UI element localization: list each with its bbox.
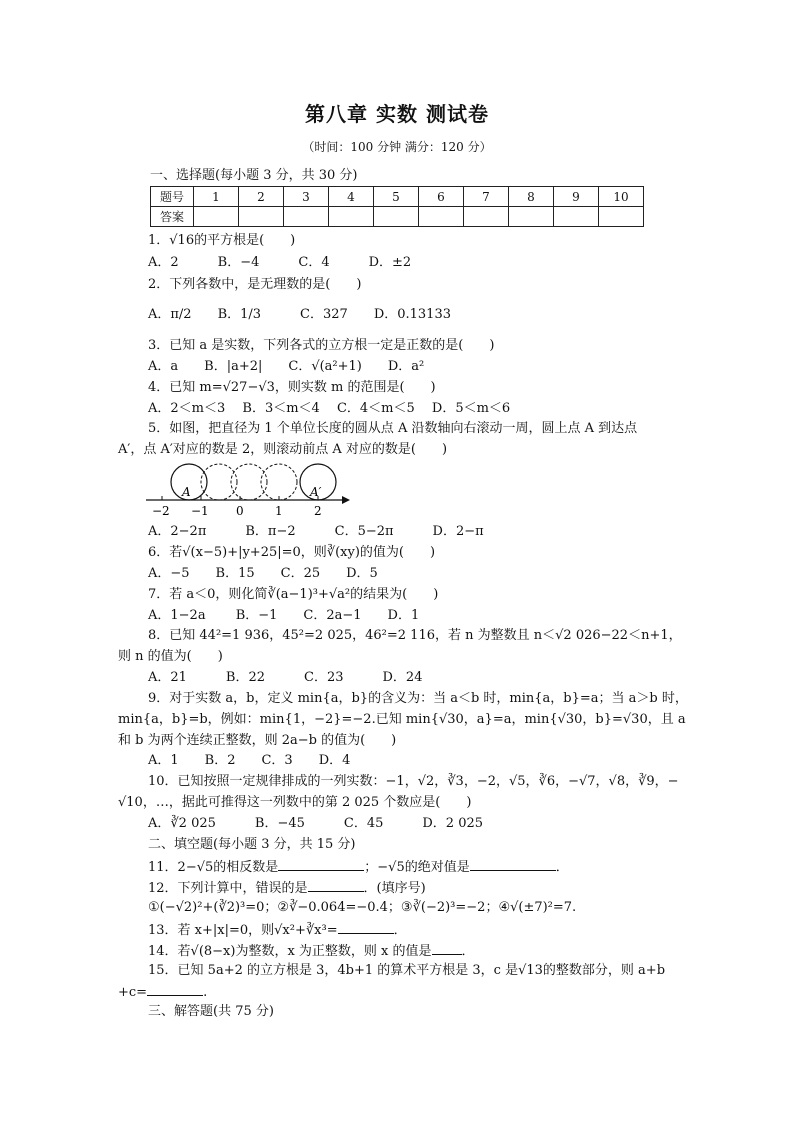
question-8-options: A．21 B．22 C．23 D．24	[148, 670, 423, 685]
answer-cell[interactable]	[554, 207, 599, 227]
question-15-cont: +c= .	[118, 982, 207, 1002]
circle-rolling	[231, 464, 267, 500]
question-9-cont: min{a，b}=b，例如：min{1，−2}=−2.已知 min{√30，a}=a，min{√30，b}=√30，且 a	[118, 712, 686, 727]
question-11-text-2: ；−√5的绝对值是	[364, 860, 470, 875]
table-header-cell: 答案	[151, 207, 194, 227]
section-heading-solve: 三、解答题(共 75 分)	[148, 1004, 274, 1019]
question-10-cont: √10，…，据此可推得这一列数中的第 2 025 个数应是( )	[118, 795, 472, 810]
question-12-items: ①(−√2)²+(∛2)³=0；②∛−0.064=−0.4；③∛(−2)³=−2；④√(±7)²=7.	[148, 900, 577, 915]
question-15-text: +c=	[118, 985, 148, 1000]
question-1-options: A．2 B．−4 C．4 D．±2	[148, 255, 412, 270]
table-row	[151, 207, 644, 227]
question-13-text: 13．若 x+|x|=0，则√x²+∛x³=	[148, 923, 338, 938]
question-12	[148, 878, 426, 898]
question-7: 7．若 a＜0，则化简∛(a−1)³+√a²的结果为( )	[148, 587, 439, 602]
answer-cell[interactable]	[509, 207, 554, 227]
table-cell: 1	[194, 187, 239, 207]
answer-cell[interactable]	[239, 207, 284, 227]
page-title: 第八章 实数 测试卷	[305, 102, 489, 126]
question-8: 8．已知 44²=1 936，45²=2 025，46²=2 116，若 n 为整数且 n＜√2 026−22＜n+1，	[148, 628, 682, 643]
question-7-options: A．1−2a B．−1 C．2a−1 D．1	[148, 608, 420, 623]
question-6: 6．若√(x−5)+|y+25|=0，则∛(xy)的值为( )	[148, 545, 436, 560]
table-cell: 2	[239, 187, 284, 207]
answer-blank[interactable]	[432, 941, 462, 955]
tick-label: −2	[152, 504, 170, 518]
question-9-options: A．1 B．2 C．3 D．4	[148, 753, 351, 768]
question-12-text: 12．下列计算中，错误的是	[148, 881, 308, 896]
table-cell: 6	[419, 187, 464, 207]
answer-cell[interactable]	[464, 207, 509, 227]
answer-blank[interactable]	[308, 878, 364, 892]
table-header-cell: 题号	[151, 187, 194, 207]
question-11-text: 11．2−√5的相反数是	[148, 860, 279, 875]
table-row	[151, 187, 644, 207]
tick-label: 1	[275, 504, 283, 518]
question-12-text-2: ．(填序号)	[363, 881, 426, 896]
section-heading-choice: 一、选择题(每小题 3 分，共 30 分)	[150, 168, 358, 183]
answer-cell[interactable]	[374, 207, 419, 227]
answer-cell[interactable]	[599, 207, 644, 227]
question-3-options: A．a B．|a+2| C．√(a²+1) D．a²	[148, 359, 425, 374]
answer-cell[interactable]	[419, 207, 464, 227]
table-cell: 5	[374, 187, 419, 207]
question-5-cont: A′，点 A′对应的数是 2，则滚动前点 A 对应的数是( )	[118, 442, 448, 457]
answer-blank[interactable]	[470, 857, 556, 871]
section-heading-fill: 二、填空题(每小题 3 分，共 15 分)	[148, 837, 356, 852]
circle-rolling	[261, 464, 297, 500]
tick-label: −1	[191, 504, 209, 518]
answer-cell[interactable]	[284, 207, 329, 227]
question-13: 13．若 x+|x|=0，则√x²+∛x³= ．	[148, 920, 407, 940]
question-4-options: A．2＜m＜3 B．3＜m＜4 C．4＜m＜5 D．5＜m＜6	[148, 401, 511, 416]
question-6-options: A．−5 B．15 C．25 D．5	[148, 566, 378, 581]
table-cell: 7	[464, 187, 509, 207]
question-14: 14．若√(8−x)为整数，x 为正整数，则 x 的值是 ．	[148, 941, 475, 961]
question-3: 3．已知 a 是实数，下列各式的立方根一定是正数的是( )	[148, 338, 495, 353]
answer-blank[interactable]	[278, 857, 364, 871]
question-9: 9．对于实数 a，b，定义 min{a，b}的含义为：当 a＜b 时，min{a，b}=a；当 a＞b 时，	[148, 691, 688, 706]
question-9-cont: 和 b 为两个连续正整数，则 2a−b 的值为( )	[118, 733, 397, 748]
question-15: 15．已知 5a+2 的立方根是 3，4b+1 的算术平方根是 3，c 是√13的整数部分，则 a+b	[148, 963, 666, 978]
question-8-cont: 则 n 的值为( )	[118, 649, 223, 664]
answer-blank[interactable]	[338, 920, 394, 934]
tick-label: 2	[314, 504, 322, 518]
question-2: 2．下列各数中，是无理数的是( )	[148, 277, 362, 292]
answer-cell[interactable]	[194, 207, 239, 227]
question-14-text: 14．若√(8−x)为整数，x 为正整数，则 x 的值是	[148, 944, 432, 959]
question-1: 1．√16的平方根是( )	[148, 233, 296, 248]
table-cell: 10	[599, 187, 644, 207]
question-2-options: A．π/2 B．1/3 C．327 D．0.13133	[148, 307, 451, 322]
tick-label: 0	[236, 504, 244, 518]
table-cell: 4	[329, 187, 374, 207]
page-subtitle: （时间：100 分钟 满分：120 分）	[302, 140, 492, 154]
question-5-options: A．2−2π B．π−2 C．5−2π D．2−π	[148, 524, 484, 539]
number-line-figure	[146, 458, 356, 518]
answer-table	[150, 186, 644, 227]
answer-cell[interactable]	[329, 207, 374, 227]
answer-blank[interactable]	[147, 982, 203, 996]
table-cell: 3	[284, 187, 329, 207]
question-10: 10．已知按照一定规律排成的一列实数：−1，√2，∛3，−2，√5，∛6，−√7，√8，∛9，−	[148, 774, 679, 789]
question-11: 11．2−√5的相反数是 ；−√5的绝对值是 ．	[148, 857, 569, 877]
question-4: 4．已知 m=√27−√3，则实数 m 的范围是( )	[148, 380, 436, 395]
point-a-label: A	[182, 485, 191, 499]
point-a-prime-label: A′	[310, 485, 322, 499]
table-cell: 8	[509, 187, 554, 207]
circle-rolling	[201, 464, 237, 500]
question-10-options: A．∛2 025 B．−45 C．45 D．2 025	[148, 816, 484, 831]
table-cell: 9	[554, 187, 599, 207]
axis-arrow-icon	[342, 496, 350, 504]
question-5: 5．如图，把直径为 1 个单位长度的圆从点 A 沿数轴向右滚动一周，圆上点 A 到达点	[148, 421, 638, 436]
